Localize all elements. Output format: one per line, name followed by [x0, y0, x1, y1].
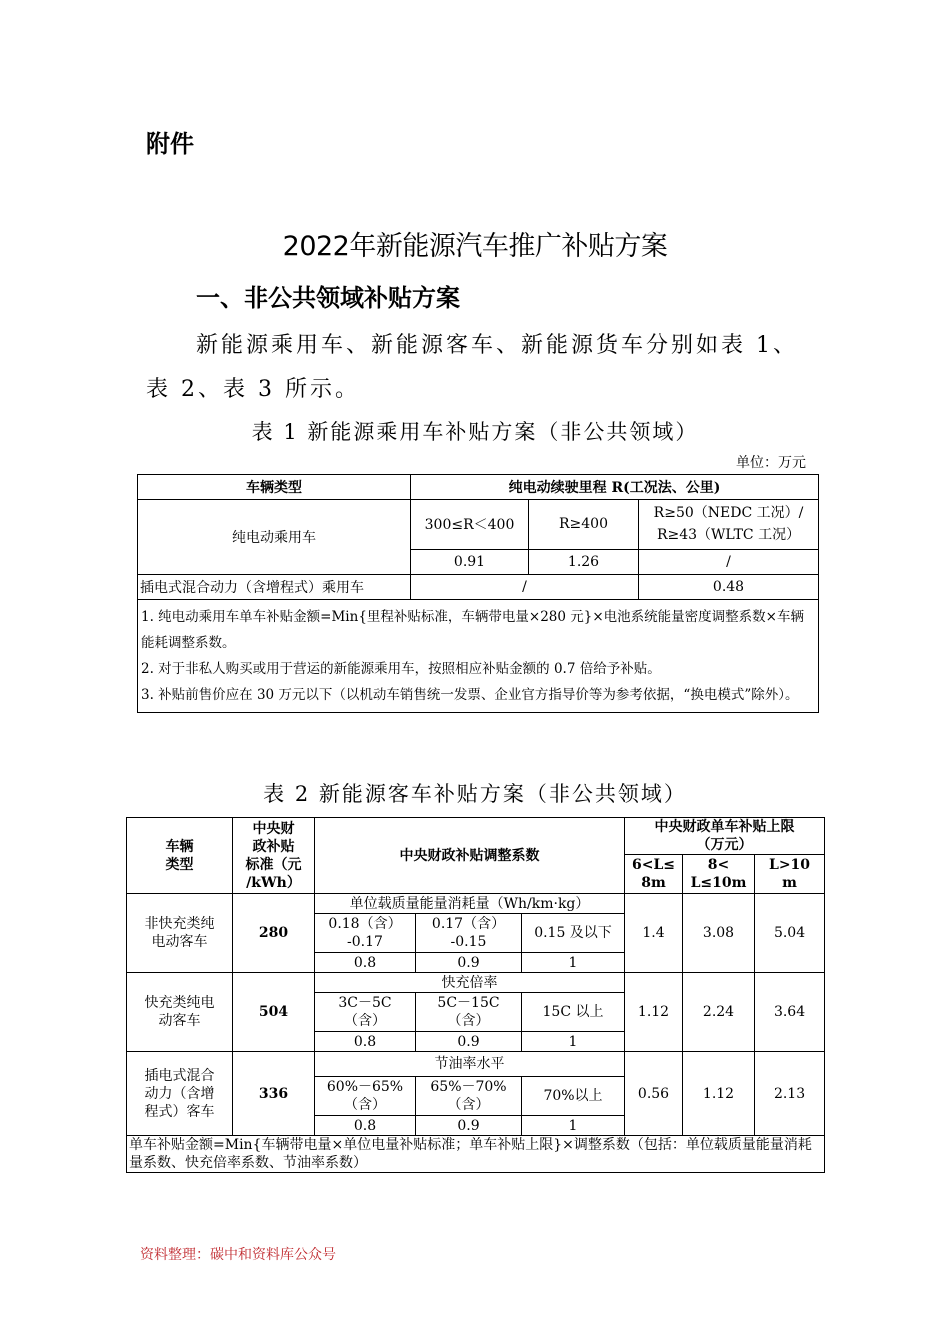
t2-row3-type-line-1: 插电式混合	[144, 1067, 215, 1084]
t2-row2-standard: 504	[233, 973, 315, 1052]
t1-bev-value-1: 0.91	[411, 549, 529, 574]
attachment-label: 附件	[146, 130, 194, 158]
t2-row3-cap-1: 0.56	[625, 1052, 683, 1136]
t2-row2-type-line-1: 快充类纯电	[144, 995, 215, 1011]
t2-row2-type	[127, 973, 233, 1052]
t1-range-wltc: R≥43（WLTC 工况）	[656, 527, 801, 544]
t2-row1-factor-1: 0.8	[315, 953, 416, 973]
t2-row3-type-line-3: 程式）客车	[144, 1103, 215, 1120]
t2-row1-cap-2: 3.08	[683, 894, 755, 973]
t2-row2-cap-3: 3.64	[755, 973, 825, 1052]
table1-passenger-car-subsidy	[137, 474, 819, 713]
table1-caption: 表 1 新能源乘用车补贴方案（非公共领域）	[251, 420, 699, 444]
t1-range-400: R≥400	[529, 500, 639, 550]
t2-row2-band-1	[315, 993, 416, 1032]
t2-row1-band-1-line-2: -0.17	[347, 934, 383, 950]
t2-row2-metric: 快充倍率	[315, 973, 625, 993]
t1-phev-label: 插电式混合动力（含增程式）乘用车	[138, 575, 411, 600]
t2-header-standard-line-1: 中央财	[252, 820, 295, 837]
t2-row3-cap-3: 2.13	[755, 1052, 825, 1136]
t2-row1-factor-3: 1	[522, 953, 625, 973]
t2-row1-type	[127, 894, 233, 973]
t1-note-2: 2. 对于非私人购买或用于营运的新能源乘用车，按照相应补贴金额的 0.7 倍给予补贴。	[141, 661, 661, 677]
t2-row3-band-2	[416, 1077, 522, 1116]
t2-header-standard-line-4: /kWh）	[246, 874, 301, 891]
t2-row1-metric: 单位载质量能量消耗量（Wh/km·kg）	[315, 894, 625, 914]
t2-header-standard	[233, 818, 315, 894]
t1-phev-value-2: 0.48	[639, 575, 819, 600]
t2-row1-band-2	[416, 914, 522, 953]
t2-length-col-3-line-2: m	[782, 875, 797, 891]
t2-row1-band-2-line-1: 0.17（含）	[431, 916, 506, 932]
t2-row1-band-1	[315, 914, 416, 953]
t2-row1-type-line-2: 电动客车	[151, 934, 208, 950]
t2-footnote: 单车补贴金额=Min{车辆带电量×单位电量补贴标准；单车补贴上限}×调整系数（包括：单位载质量能量消耗量系数、快充倍率系数、节油率系数）	[127, 1136, 825, 1173]
t2-row3-factor-3: 1	[522, 1116, 625, 1136]
t1-bev-label: 纯电动乘用车	[138, 500, 411, 575]
t2-header-cap-line-2: （万元）	[696, 837, 753, 853]
t2-row2-type-line-2: 动客车	[158, 1013, 201, 1029]
t1-bev-value-2: 1.26	[529, 549, 639, 574]
t2-row2-band-2-line-1: 5C－15C	[437, 995, 500, 1011]
t2-row1-cap-1: 1.4	[625, 894, 683, 973]
t1-range-300-400: 300≤R＜400	[411, 500, 529, 550]
t2-row1-type-line-1: 非快充类纯	[144, 916, 215, 932]
t2-row3-metric: 节油率水平	[315, 1052, 625, 1077]
t2-length-col-3-line-1: L>10	[768, 857, 811, 873]
footer-source: 资料整理：碳中和资料库公众号	[140, 1247, 336, 1263]
t1-note-1: 1. 纯电动乘用车单车补贴金额=Min{里程补贴标准，车辆带电量×280 元}×电池系统能量密度调整系数×车辆能耗调整系数。	[141, 609, 804, 651]
t1-notes	[138, 600, 819, 713]
t2-row3-band-1-line-1: 60%－65%	[326, 1079, 404, 1095]
t2-row3-type-line-2: 动力（含增	[144, 1085, 215, 1102]
t2-length-col-2	[683, 855, 755, 894]
t1-phev-value-1: /	[411, 575, 639, 600]
t2-row3-band-3: 70%以上	[522, 1077, 625, 1116]
t2-header-type-line-2: 类型	[165, 856, 194, 873]
t2-row1-band-2-line-2: -0.15	[450, 934, 487, 950]
intro-paragraph: 新能源乘用车、新能源客车、新能源货车分别如表 1、表 2、表 3 所示。	[146, 333, 798, 402]
t2-row2-band-2	[416, 993, 522, 1032]
t2-header-cap	[625, 818, 825, 855]
t1-header-range: 纯电动续驶里程 R(工况法、公里)	[411, 475, 819, 500]
t2-row3-factor-2: 0.9	[416, 1116, 522, 1136]
t2-length-col-2-line-1: 8<	[707, 857, 730, 873]
document-title: 2022年新能源汽车推广补贴方案	[282, 231, 668, 262]
t2-length-col-1	[625, 855, 683, 894]
t2-row2-factor-3: 1	[522, 1032, 625, 1052]
table1-unit: 单位：万元	[736, 455, 806, 471]
t2-row2-cap-2: 2.24	[683, 973, 755, 1052]
table2-bus-subsidy	[126, 817, 825, 1173]
t2-length-col-3	[755, 855, 825, 894]
t2-row3-type	[127, 1052, 233, 1136]
t2-header-type	[127, 818, 233, 894]
t2-row2-factor-2: 0.9	[416, 1032, 522, 1052]
t1-header-vehicle-type: 车辆类型	[138, 475, 411, 500]
t2-row3-factor-1: 0.8	[315, 1116, 416, 1136]
t2-header-coef: 中央财政补贴调整系数	[315, 818, 625, 894]
t2-row3-standard: 336	[233, 1052, 315, 1136]
t2-header-cap-line-1: 中央财政单车补贴上限	[654, 819, 795, 835]
t2-row1-cap-3: 5.04	[755, 894, 825, 973]
table2-caption: 表 2 新能源客车补贴方案（非公共领域）	[263, 782, 687, 806]
t2-header-standard-line-2: 政补贴	[252, 838, 295, 855]
t2-row3-cap-2: 1.12	[683, 1052, 755, 1136]
t2-row1-band-3: 0.15 及以下	[522, 914, 625, 953]
t2-row1-band-1-line-1: 0.18（含）	[328, 916, 402, 932]
t2-header-standard-line-3: 标准（元	[245, 856, 302, 873]
t2-row2-band-1-line-1: 3C－5C	[338, 995, 392, 1011]
t2-length-col-2-line-2: L≤10m	[690, 875, 747, 891]
t1-range-nedc: R≥50（NEDC 工况）/	[653, 505, 804, 522]
t2-length-col-1-line-1: 6<L≤	[631, 857, 676, 873]
t2-row2-band-3: 15C 以上	[522, 993, 625, 1032]
t2-row2-factor-1: 0.8	[315, 1032, 416, 1052]
t2-row2-band-2-line-2: （含）	[447, 1013, 490, 1029]
t2-row3-band-1-line-2: （含）	[344, 1097, 386, 1113]
t2-row3-band-2-line-2: （含）	[447, 1097, 490, 1113]
t2-row3-band-2-line-1: 65%－70%	[430, 1079, 507, 1095]
t1-range-phev	[639, 500, 819, 550]
t2-header-type-line-1: 车辆	[165, 838, 194, 855]
t1-note-3: 3. 补贴前售价应在 30 万元以下（以机动车销售统一发票、企业官方指导价等为参考依据，“换电模式”除外）。	[141, 687, 799, 703]
t2-row2-band-1-line-2: （含）	[344, 1013, 386, 1029]
t2-row2-cap-1: 1.12	[625, 973, 683, 1052]
t2-row1-standard: 280	[233, 894, 315, 973]
t2-row3-band-1	[315, 1077, 416, 1116]
t2-length-col-1-line-2: 8m	[641, 875, 666, 891]
t2-row1-factor-2: 0.9	[416, 953, 522, 973]
section-heading: 一、非公共领域补贴方案	[196, 284, 460, 312]
t1-bev-value-3: /	[639, 549, 819, 574]
